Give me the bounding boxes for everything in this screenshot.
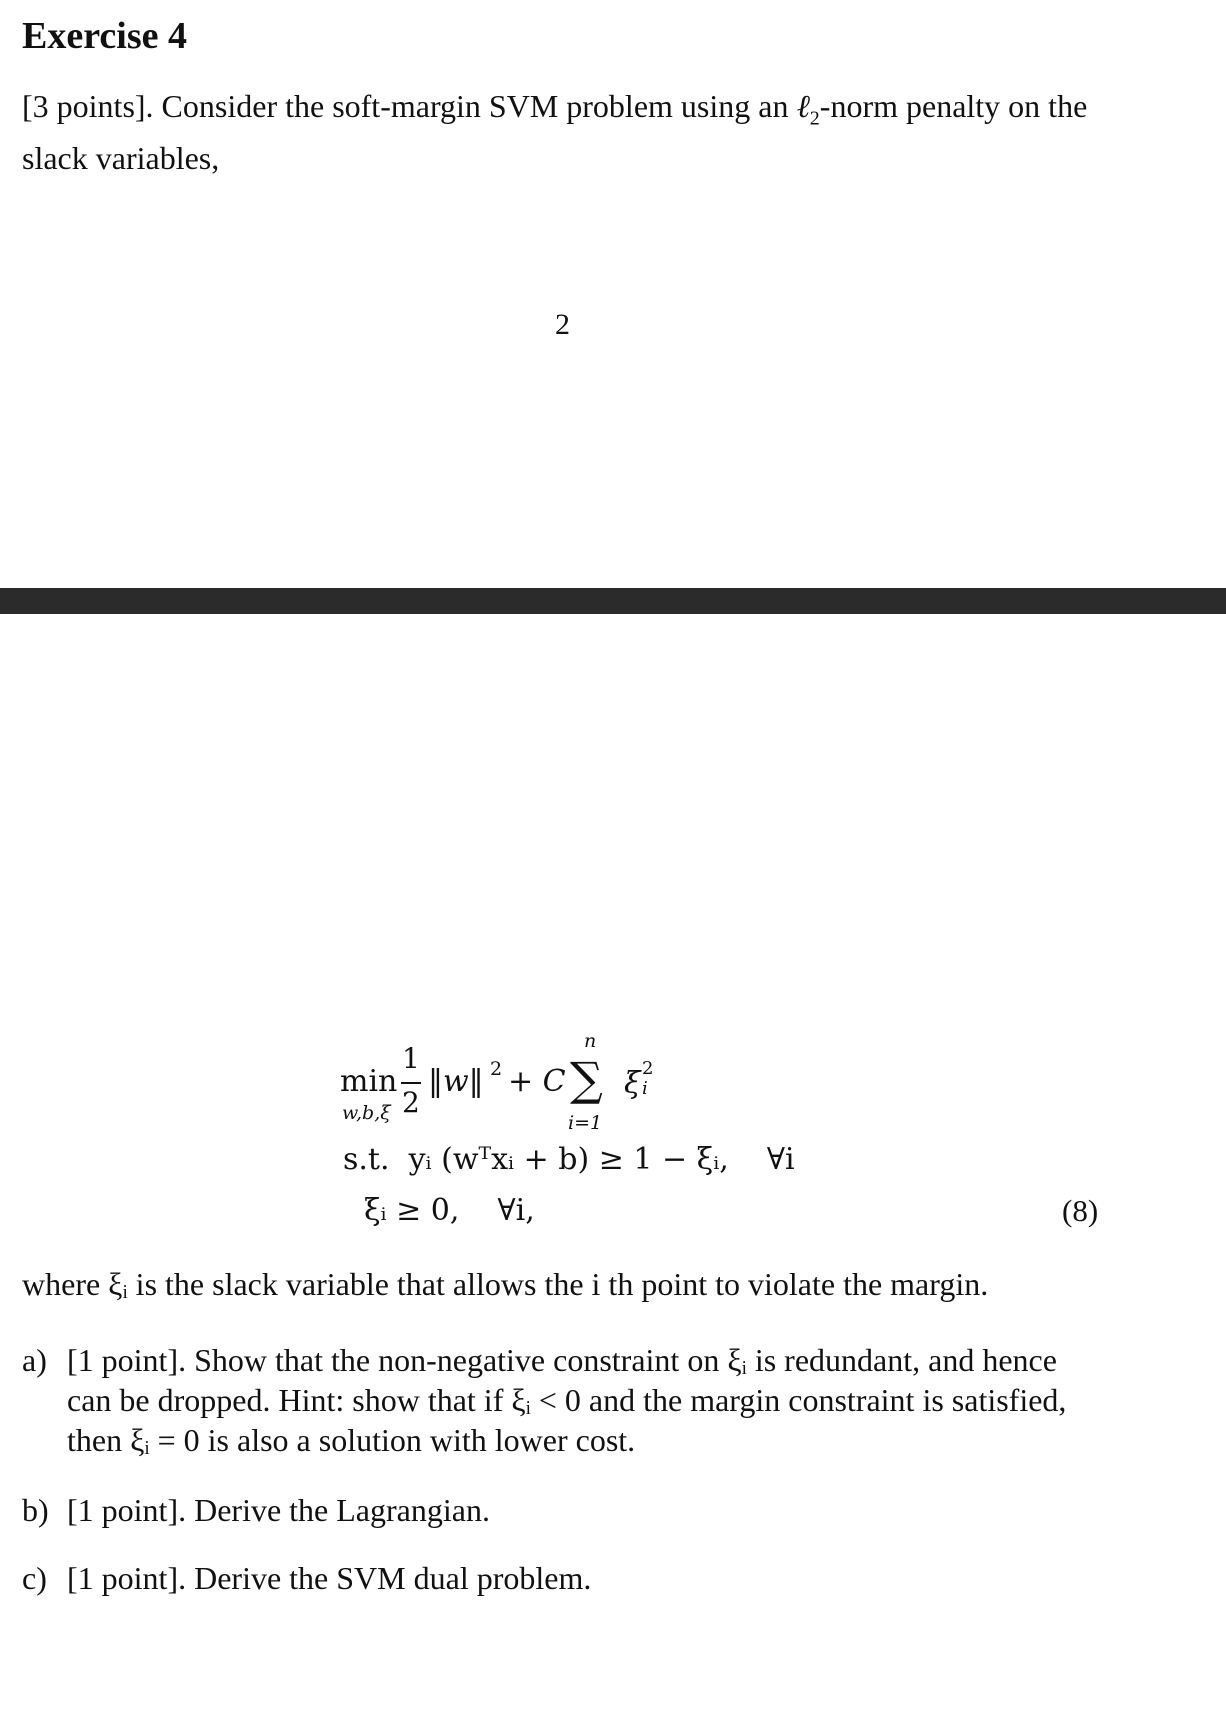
slack-explanation: where ξᵢ is the slack variable that allows the i th point to violate the margin. — [22, 1266, 989, 1302]
item-label: c) — [22, 1560, 47, 1596]
item-text: [1 point]. Derive the Lagrangian. — [67, 1492, 490, 1528]
exercise-intro — [22, 86, 1112, 178]
item-label: b) — [22, 1492, 49, 1528]
item-text: [1 point]. Derive the SVM dual problem. — [67, 1560, 592, 1596]
xi-index: i — [642, 1078, 648, 1099]
page-number: 2 — [555, 308, 570, 341]
half-numerator: 1 — [402, 1042, 420, 1075]
intro-text-end: -norm penalty on the slack variables, — [22, 88, 1088, 177]
plus-c: + C — [508, 1064, 566, 1099]
xi-exponent: 2 — [642, 1058, 654, 1079]
list-item — [22, 1340, 1122, 1470]
equation-number: (8) — [1062, 1193, 1099, 1228]
equation-objective — [340, 1030, 740, 1140]
list-item — [22, 1490, 1122, 1534]
sum-upper-limit: n — [584, 1030, 597, 1052]
fraction-bar — [401, 1082, 421, 1084]
norm-exponent: 2 — [490, 1058, 503, 1080]
page-divider — [0, 588, 1226, 614]
exercise-title: Exercise 4 — [22, 15, 187, 57]
list-item — [22, 1558, 1122, 1602]
equation-constraint-nonneg: ξᵢ ≥ 0, ∀i, — [364, 1193, 535, 1228]
intro-text-start: [3 points]. Consider the soft-margin SVM problem using an — [22, 88, 797, 124]
half-denominator: 2 — [402, 1086, 420, 1119]
item-label: a) — [22, 1342, 47, 1378]
ell-subscript: 2 — [809, 107, 820, 130]
item-text: [1 point]. Show that the non-negative constraint on ξᵢ is redundant, and hence can be dropped. Hint: show that if ξᵢ < 0 and the margin constraint is satisfied, then ξᵢ = 0 is also a solution with lower cost. — [67, 1342, 1067, 1458]
sum-symbol: ∑ — [570, 1052, 603, 1106]
sum-lower-limit: i=1 — [568, 1112, 603, 1134]
ell-symbol: ℓ — [796, 88, 810, 124]
norm-w: ‖w‖ — [428, 1064, 484, 1099]
min-subscript: w,b,ξ — [342, 1102, 391, 1124]
xi-squared: ξ — [624, 1066, 641, 1101]
equation-constraint-margin: s.t. yᵢ (wᵀxᵢ + b) ≥ 1 − ξᵢ, ∀i — [343, 1142, 795, 1177]
min-operator: min — [340, 1064, 398, 1099]
